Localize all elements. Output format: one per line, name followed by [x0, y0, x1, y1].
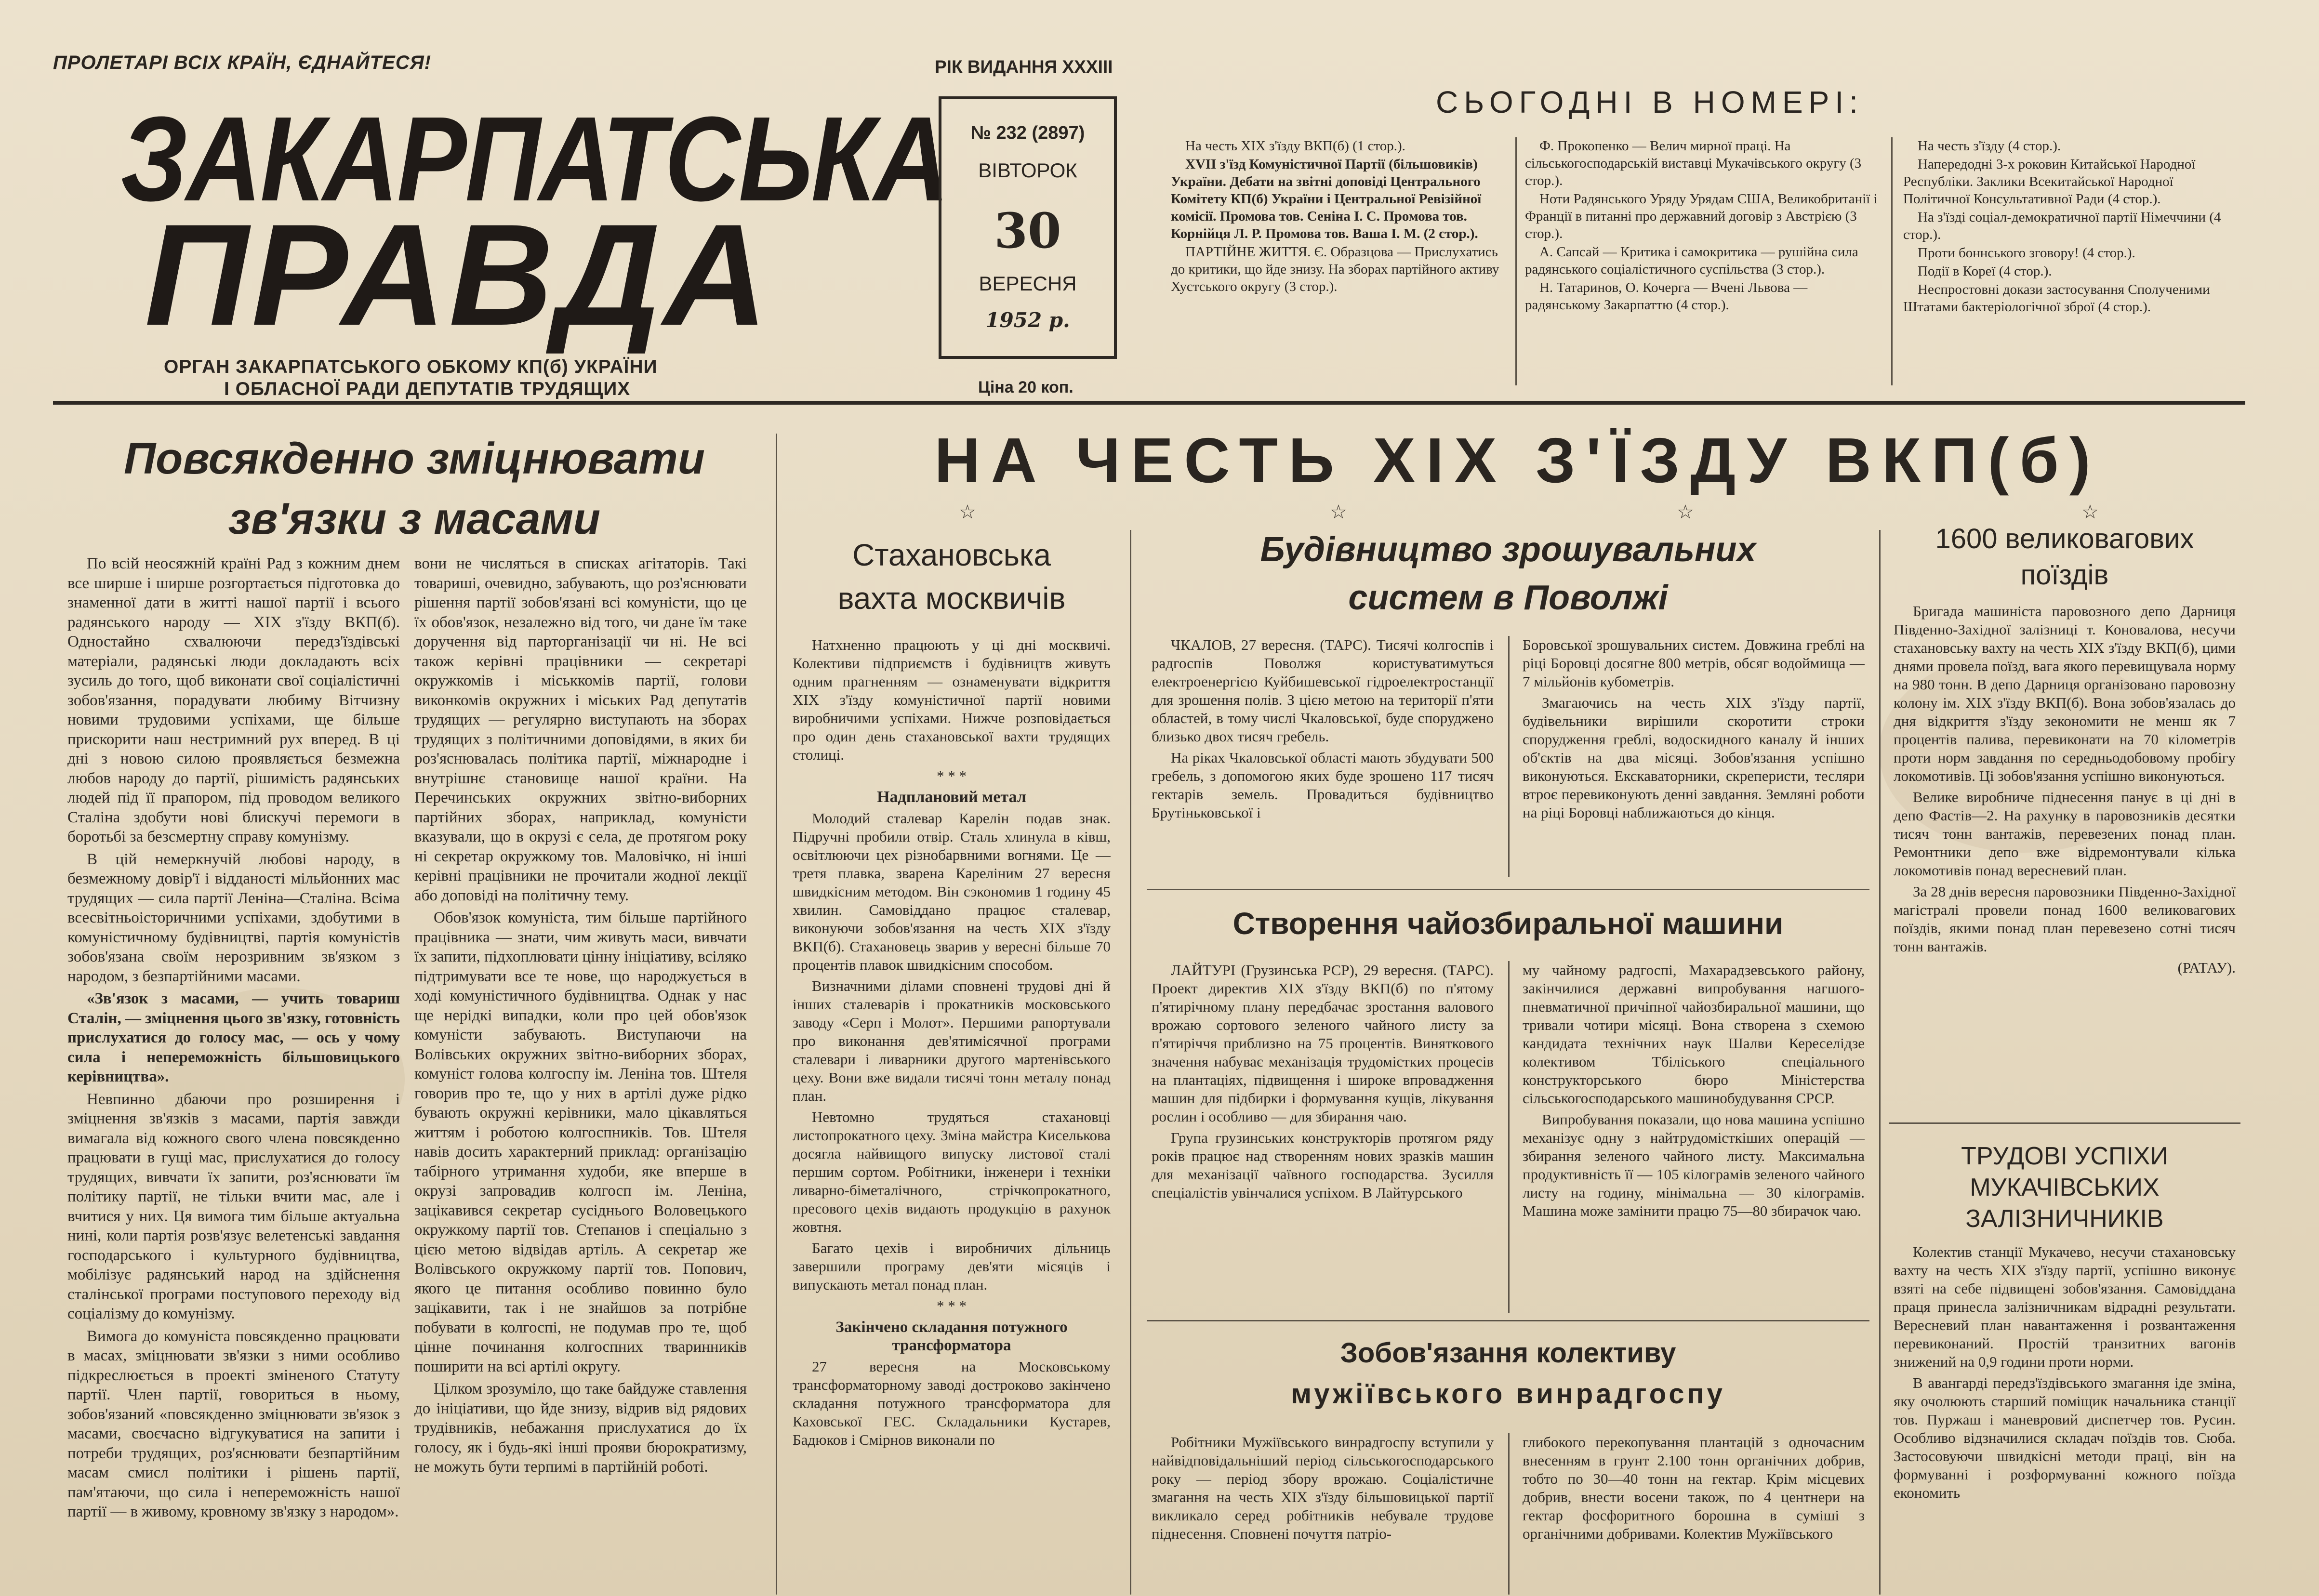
year-date: 1952 р. — [985, 308, 1070, 332]
publication-year: РІК ВИДАННЯ XXXIII — [935, 57, 1113, 77]
toc-divider — [1891, 137, 1893, 385]
weekday: ВІВТОРОК — [978, 159, 1077, 182]
trains-text — [1894, 602, 2236, 1084]
column-divider — [1508, 636, 1510, 877]
rail-headline-line2: МУКАЧІВСЬКИХ — [1970, 1174, 2160, 1201]
volga-col2 — [1523, 636, 1865, 886]
toc-item: Ф. Прокопенко — Велич мирної праці. На сільськогосподарській виставці Мукачівського округу (3 стор.). — [1525, 138, 1862, 188]
volga-headline-line2: систем в Поволжі — [1348, 579, 1668, 617]
subheading: трансформатора — [892, 1337, 1011, 1354]
separator: * * * — [937, 1297, 967, 1314]
masthead-title-line1: ЗАКАРПАТСЬКА — [120, 92, 948, 226]
editorial-col1 — [67, 554, 400, 1595]
paragraph: глибокого перекопування плантацій з одночасним внесенням в грунт 2.100 тонн органічних добрив, тобто по 30—40 тонн на гектар. Крім місцевих добрив, внести восени також, по 4 центнери на гектар фосфоритного борошна в суміші з органічними добривами. Колектив Мужіївського — [1523, 1434, 1865, 1542]
organ-line2: І ОБЛАСНОЇ РАДИ ДЕПУТАТІВ ТРУДЯЩИХ — [224, 379, 631, 399]
rail-text — [1894, 1243, 2236, 1595]
paragraph: Випробування показали, що нова машина успішно механізує одну з найтрудомісткіших операцій — збирання зеленого чайного листу. Максимальна продуктивність її — 105 кілограмів зеленого чайного листу на годину, мінімальна — 30 кілограмів. Машина може замінити працю 75—80 збирачок чаю. — [1523, 1111, 1865, 1219]
paragraph: Невтомно трудяться стахановці листопрокатного цеху. Зміна майстра Киселькова досягла найвищого випуску листової сталі першим сортом. Робітники, інженери і техніки ливарно-біметалічного, стрічкопрокатного, пресового цехів видають продукцію в рахунок жовтня. — [793, 1108, 1111, 1235]
vineyard-headline-line1: Зобов'язання колективу — [1340, 1337, 1676, 1369]
paragraph: За 28 днів вересня паровозники Південно-Західної магістралі провели понад 1600 великовагових поїздів, якими понад план перевезено сотні тисяч тонн вантажів. — [1894, 883, 2236, 955]
vineyard-col1 — [1152, 1433, 1494, 1592]
contents-col2 — [1525, 137, 1882, 388]
vineyard-headline-line2: мужіївського винрадгоспу — [1291, 1378, 1725, 1410]
paragraph: В цій немеркнучій любові народу, в безмежному довір'ї і відданості мільйонних мас трудящих — сила партії Леніна—Сталіна. Всіма всесвітньоісторичними успіхами, здобутими в комуністичному будівництві, партія комуністів зобов'язана своїм нерозривним зв'язком з народом, з безпартійними масами. — [67, 850, 400, 985]
stalin-quote: «Зв'язок з масами, — учить товариш Сталін, — зміцнення цього зв'язку, готовність прислухатися до голосу мас, — ось у чому сила і непереможність більшовицького керівництва». — [67, 990, 400, 1085]
price: Ціна 20 коп. — [978, 378, 1073, 396]
paragraph: По всій неосяжній країні Рад з кожним днем все ширше і ширше розгортається підготовка до знаменної дати в житті нашої партії і всього радянського народу — XIX з'їзду ВКП(б). Одностайно схвалюючи передз'їздівські матеріали, радянські люди докладають всіх зусиль до того, щоб виконати свої соціалістичні зобов'язання, порадувати любиму Вітчизну новими трудовими успіхами, ще більше прискорити наш нестримний рух вперед. В ці дні з новою силою проявляється безмежна любов народу до партії, рішимість радянських людей під її прапором, під проводом великого Сталіна здобути нові блискучі перемоги в боротьбі за безсмертну справу комунізму. — [67, 555, 400, 845]
paragraph: Колектив станції Мукачево, несучи стахановську вахту на честь XIX з'їзду партії, успішно виконує взяті на себе підвищені зобов'язання. Самовіддана праця принесла залізничникам відрадні результати. Вересневий план навантаження і розвантаження перевиконаний. Простій транзитних вагонів знижений на 0,9 години проти норми. — [1894, 1243, 2236, 1370]
paragraph: Змагаючись на честь XIX з'їзду партії, будівельники вирішили скоротити строки спорудження греблі, водоскидного каналу й інших об'єктів на два місяці. Зобов'язання успішно виконуються. Екскаваторники, скреперисти, тесляри втроє перевиконують денні завдання. Земляні роботи на ріці Боровці наближаються до кінця. — [1523, 694, 1865, 821]
paragraph: Натхненно працюють у ці дні москвичі. Колективи підприємств і будівництв живуть одним прагненням — ознаменувати відкриття XIX з'їзду комуністичної партії новими виробничими успіхами. Нижче розповідається про один день стахановської вахти трудящих столиці. — [793, 636, 1111, 763]
column-divider — [776, 434, 777, 1595]
paragraph: Молодий сталевар Карелін подав знак. Підручні пробили отвір. Сталь хлинула в ківш, освітлюючи цех різнобарвними вогнями. Це — третя плавка, зварена Кареліним 27 вересня швидкісним методом. Він сэкономив 1 годину 45 хвилин. Самовіддано працює сталевар, виконуючи зобов'язання на честь XIX з'їзду ВКП(б). Стахановець зварив у вересні більше 70 процентів плавок швидкісним способом. — [793, 810, 1111, 973]
toc-item: На честь з'їзду (4 стор.). — [1918, 138, 2061, 154]
stakhanov-headline-line1: Стахановська — [852, 538, 1051, 572]
star-icon: ☆ — [1330, 501, 1347, 523]
paragraph: Робітники Мужіївського винрадгоспу вступили у найвідповідальніший період сільськогосподарського року — період збору врожаю. Соціалістичне змагання на честь XIX з'їзду більшовицької партії викликало серед робітників небувале трудове піднесення. Сповнені почуття патріо- — [1152, 1434, 1494, 1542]
paragraph: 27 вересня на Московському трансформаторному заводі достроково закінчено складання потужного трансформатора для Каховської ГЕС. Складальники Кустарев, Бадюков і Смірнов виконали по — [793, 1358, 1111, 1448]
contents-col1 — [1171, 137, 1508, 388]
section-rule — [1889, 1122, 2240, 1124]
tea-col1 — [1152, 961, 1494, 1327]
section-rule — [1147, 889, 1869, 890]
toc-item: Н. Татаринов, О. Кочерга — Вчені Львова — радянському Закарпаттю (4 стор.). — [1525, 280, 1808, 313]
paragraph: Вимога до комуніста повсякденно працювати в масах, зміцнювати зв'язки з ними особливо підкреслюється в проекті зміненого Статуту партії. Член партії, говориться в ньому, зобов'язаний «повсякденно зміцнювати зв'язок з масами, своєчасно відгукуватися на запити і потреби трудящих, роз'яснювати безпартійним масам смисл політики і рішень партії, пам'ятаючи, що сила і непереможність нашої партії — в живому, кровному зв'язку з народом». — [67, 1327, 400, 1520]
volga-headline-line1: Будівництво зрошувальних — [1260, 530, 1756, 569]
paragraph: Велике виробниче піднесення панує в ці дні в депо Фастів—2. На рахунку в паровозників десятки тисяч тонн вантажів, перевезених понад план. Ремонтники депо вже відремонтували кілька локомотивів понад вересневий план. — [1894, 789, 2236, 879]
column-divider — [1508, 1433, 1510, 1595]
toc-divider — [1515, 137, 1517, 385]
editorial-col2 — [414, 554, 747, 1595]
volga-col1 — [1152, 636, 1494, 886]
source-credit: (РАТАУ). — [2177, 959, 2236, 976]
contents-col3 — [1903, 137, 2240, 388]
star-icon: ☆ — [959, 501, 976, 523]
paragraph: Обов'язок комуніста, тим більше партійного працівника — знати, чим живуть маси, вивчати їх запити, підхоплювати цінну ініціативу, всіляко підтримувати все те нове, що народжується в ході комуністичного будівництва. Однак у нас ще нерідкі випадки, коли про цей обов'язок комуністи забувають. Виступаючи на Волівських окружних звітно-виборних зборах, комуніст голова колгоспу ім. Леніна тов. Штеля говорив про те, що у них в артілі дуже рідко бувають окружні керівники, мало цікавляться життям і роботою колгоспників. Тов. Штеля навів досить характерний приклад: організацію табірного утримання худоби, яке вперше в окрузі запровадив колгосп ім. Леніна, зацікавився секретар сусіднього Воловецького окружкому партії тов. Степанов і спеціально з цією метою відвідав артіль. А секретар же Волівського окружкому партії тов. Попович, якого це питання особливо повинно було зацікавити, так і не знайшов за потрібне побувати в колгоспі, не подумав про те, щоб цінне починання колгоспних тваринників поширити на всі артілі округу. — [414, 909, 747, 1375]
toc-item: Напередодні 3-х роковин Китайської Народної Республіки. Заклики Всекитайської Народної Політичної Консультативної Ради (4 стор.). — [1903, 157, 2196, 207]
toc-item: Проти боннського зговору! (4 стор.). — [1918, 245, 2135, 261]
paragraph: Боровської зрошувальних систем. Довжина греблі на ріці Боровці досягне 800 метрів, обсяг водоймища — 7 мільйонів кубометрів. — [1523, 636, 1865, 690]
paragraph: Визначними ділами сповнені трудові дні й інших сталеварів і прокатників московського заводу «Серп і Молот». Першими рапортували про виконання дев'ятимісячної програми сталевари і ливарники другого мартенівського цеху. Вони вже видали тисячі тонн металу понад план. — [793, 977, 1111, 1104]
paragraph: На ріках Чкаловської області мають збудувати 500 гребель, з допомогою яких буде зрошено 117 тисяч гектарів земель. Провадиться будівництво Брутіньковської і — [1152, 749, 1494, 821]
toc-item: ПАРТІЙНЕ ЖИТТЯ. Є. Образцова — Прислухатись до критики, що йде знизу. На зборах партійного активу Хустського округу (3 стор.). — [1171, 244, 1499, 294]
masthead-title-line2: ПРАВДА — [145, 194, 771, 356]
paragraph: Невпинно дбаючи про розширення і зміцнення зв'язків з масами, партія завжди вимагала від кожного свого члена повсякденно працювати в гущі мас, прислухатися до голосу трудящих, вивчати їх запити, роз'яснювати їм політику партії, не тільки вчити мас, але і вчитися у них. Ця вимога тим більше актуальна нині, коли партія розв'язує велетенські завдання господарського і культурного будівництва, мобілізує радянський народ на здійснення сталінської програми поступового переходу від соціалізму до комунізму. — [67, 1090, 400, 1322]
star-icon: ☆ — [2081, 501, 2099, 523]
column-divider — [1130, 530, 1131, 1595]
rail-headline-line3: ЗАЛІЗНИЧНИКІВ — [1965, 1205, 2164, 1233]
vineyard-col2 — [1523, 1433, 1865, 1592]
month: ВЕРЕСНЯ — [979, 272, 1077, 295]
tea-col2 — [1523, 961, 1865, 1327]
toc-item: Ноти Радянського Уряду Урядам США, Великобританії і Франції в питанні про державний договір з Австрією (3 стор.). — [1525, 191, 1878, 241]
subheading: Закінчено складання потужного — [835, 1319, 1068, 1336]
day-number: 30 — [994, 202, 1061, 259]
toc-item: Неспростовні докази застосування Сполученими Штатами бактеріологічної зброї (4 стор.). — [1903, 282, 2210, 315]
rail-headline-line1: ТРУДОВІ УСПІХИ — [1961, 1142, 2168, 1170]
paragraph: ЧКАЛОВ, 27 вересня. (ТАРС). Тисячі колгоспів і радгоспів Поволжя користуватимуться електроенергією Куйбишевської гідроелектростанції для зрошення полів. З цією метою на території п'яти областей, в тому числі Чкаловської, буде споруджено близько двох тисяч гребель. — [1152, 636, 1494, 745]
organ-line1: ОРГАН ЗАКАРПАТСЬКОГО ОБКОМУ КП(б) УКРАЇНИ — [164, 356, 658, 377]
slogan: ПРОЛЕТАРІ ВСІХ КРАЇН, ЄДНАЙТЕСЯ! — [53, 52, 432, 73]
star-icon: ☆ — [1677, 501, 1694, 523]
trains-headline-line1: 1600 великовагових — [1935, 523, 2194, 554]
trains-headline-line2: поїздів — [2020, 559, 2109, 591]
stakhanov-headline-line2: вахта москвичів — [837, 581, 1066, 616]
paragraph: ЛАЙТУРІ (Грузинська РСР), 29 вересня. (ТАРС). Проект директив XIX з'їзду ВКП(б) по п'ятому п'ятирічному плану передбачає зростання валового врожаю сортового зеленого чайного листу за п'ятиріччя приблизно на 75 процентів. Виняткового значення набуває механізація трудомістких процесів на плантаціях, підвищення і широке впровадження машин для підбирки і формування кущів, лікування рослин і особливо — для збирання чаю. — [1152, 962, 1494, 1125]
masthead-rule — [53, 401, 2245, 405]
toc-item: XVII з'їзд Комуністичної Партії (більшовиків) України. Дебати на звітні доповіді Центрального Комітету КП(б) України і Центральної Ревізійної комісії. Промова тов. Сеніна І. С. Промова тов. Корнійця Л. Р. Промова тов. Ваша І. М. (2 стор.). — [1171, 157, 1482, 241]
paragraph: Цілком зрозуміло, що таке байдуже ставлення до ініціативи, що йде знизу, відрив від рядових трудівників, небажання прислухатися до їх голосу, як і будь-які інші прояви бюрократизму, не можуть бути терпимі в партійній роботі. — [414, 1380, 747, 1476]
paragraph: Багато цехів і виробничих дільниць завершили програму дев'яти місяців і випускають метал понад план. — [793, 1240, 1111, 1293]
column-divider — [1508, 961, 1510, 1313]
issue-number: № 232 (2897) — [970, 123, 1085, 143]
tea-headline: Створення чайозбиральної машини — [1232, 906, 1784, 941]
editorial-headline-line2: зв'язки з масами — [228, 494, 601, 543]
contents-heading: СЬОГОДНІ В НОМЕРІ: — [1436, 85, 1864, 119]
paragraph: вони не числяться в списках агітаторів. Такі товариші, очевидно, забувають, що роз'яснювати рішення партії зобов'язані всі комуністи, що це їх обов'язок, незалежно від того, чи дане їм таке доручення від парторганізації чи ні. Не всі також керівні працівники — секретарі окружкомів і міськкомів партії, голови виконкомів окружних і міських Рад депутатів трудящих — регулярно виступають на зборах трудящих з політичними доповідями, в яких би роз'яснювалась політика партії, міжнародне і внутрішнє становище нашої країни. На Перечинських окружних звітно-виборних партійних зборах, наприклад, комуністи вказували, що в окрузі є села, де протягом року ні секретар окружкому тов. Маловічко, ні інші керівні працівники не прочитали жодної лекції або доповіді на політичну тему. — [414, 555, 747, 904]
paragraph: В авангарді передз'їздівського змагання іде зміна, яку очолюють старший поміщик начальника станції тов. Пуржаш і маневровий диспетчер тов. Русин. Особливо відзначилися складач поїздів тов. Сюба. Застосовуючи швидкісні методи праці, він на формуванні і розформуванні кожного поїзда економить — [1894, 1374, 2236, 1501]
toc-item: Події в Кореї (4 стор.). — [1918, 264, 2052, 279]
column-divider — [1879, 530, 1881, 1595]
banner-headline: НА ЧЕСТЬ XIX З'ЇЗДУ ВКП(б) — [934, 425, 2101, 496]
toc-item: На честь XIX з'їзду ВКП(б) (1 стор.). — [1185, 138, 1405, 154]
toc-item: На з'їзді соціал-демократичної партії Німеччини (4 стор.). — [1903, 210, 2221, 242]
separator: * * * — [937, 767, 967, 784]
paragraph: Група грузинських конструкторів протягом ряду років працює над створенням нових зразків машин для механізації чаївного господарства. Зусилля спеціалістів увінчалися успіхом. В Лайтурського — [1152, 1129, 1494, 1201]
paragraph: Бригада машиніста паровозного депо Дарниця Південно-Західної залізниці т. Коновалова, несучи стахановську вахту на честь XIX з'їзду ВКП(б), цими днями провела поїзд, вага якого перевищувала норму на 980 тонн. В депо Дарниця організовано паровозну колону ім. XIX з'їзду ВКП(б). Вона зобов'язалась до дня відкриття з'їзду зекономити не менш як 7 процентів палива, перевиконати на 70 кілометрів проти норм завдання по середньодобовому пробігу локомотивів. Ці зобов'язання успішно виконуються. — [1894, 603, 2236, 784]
subheading: Надплановий метал — [877, 788, 1026, 806]
section-rule — [1147, 1320, 1869, 1321]
toc-item: А. Сапсай — Критика і самокритика — рушійна сила радянського соціалістичного суспільства (3 стор.). — [1525, 244, 1858, 277]
stakhanov-text — [793, 636, 1111, 1595]
editorial-headline-line1: Повсякденно зміцнювати — [124, 434, 705, 483]
paragraph: му чайному радгоспі, Махарадзевського району, закінчилися державні випробування нагшого-пневматичної причіпної чайозбиральної машини, що тривали чотири місяці. Вона створена з схемою кандидата технічних наук Шалви Кереселідзе колективом Тбіліського спеціального конструкторського бюро Міністерства сільськогосподарського машинобудування СРСР. — [1523, 962, 1865, 1107]
